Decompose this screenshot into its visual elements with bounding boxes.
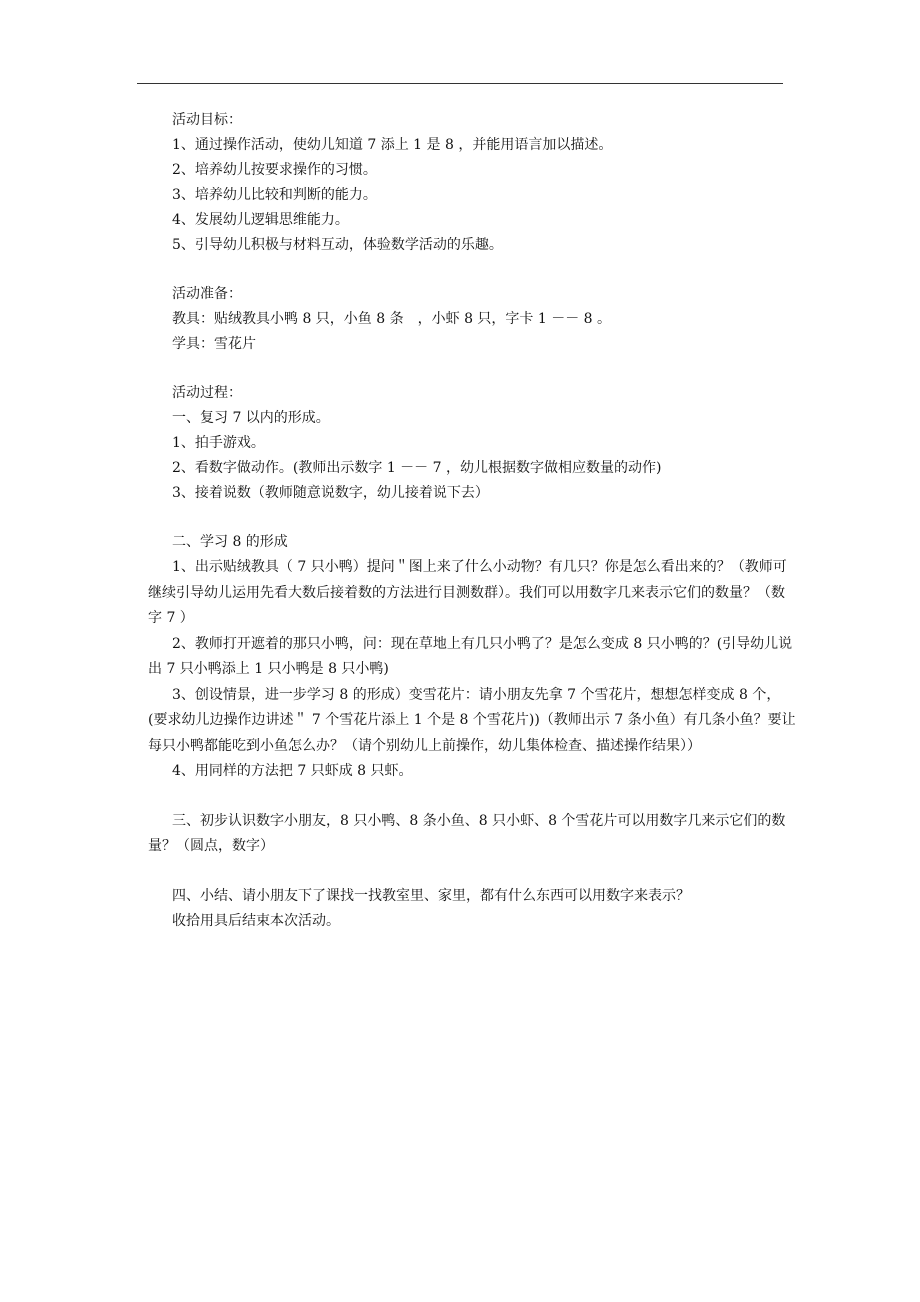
- preparation-item: 教具：贴绒教具小鸭 8 只，小鱼 8 条 ，小虾 8 只，字卡 1 －－ 8 。: [172, 311, 612, 327]
- goal-item: 2、培养幼儿按要求操作的习惯。: [172, 162, 377, 178]
- goal-item: 5、引导幼儿积极与材料互动，体验数学活动的乐趣。: [172, 237, 503, 253]
- document-body: [148, 108, 798, 934]
- section2-paragraph: 4、用同样的方法把 7 只虾成 8 只虾。: [172, 763, 413, 779]
- closing-line: 收拾用具后结束本次活动。: [172, 913, 340, 929]
- preparation-item: 学具：雪花片: [172, 336, 256, 352]
- spacer: [148, 506, 798, 530]
- section2-paragraph: 2、教师打开遮着的那只小鸭，问：现在草地上有几只小鸭了？是怎么变成 8 只小鸭的？(引导幼儿说出 7 只小鸭添上 1 只小鸭是 8 只小鸭): [148, 635, 793, 677]
- goal-item: 1、通过操作活动，使幼儿知道 7 添上 1 是 8 ，并能用语言加以描述。: [172, 137, 613, 153]
- section2-paragraph: 3、创设情景，进一步学习 8 的形成）变雪花片：请小朋友先拿 7 个雪花片，想想怎样变成 8 个，(要求幼儿边操作边讲述＂ 7 个雪花片添上 1 个是 8 个雪花片))（教师出示 7 条小鱼）有几条小鱼？要让每只小鸭都能吃到小鱼怎么办？（请个别幼儿上前操作，幼儿集体检查、描述操作结果））: [148, 686, 796, 754]
- section1-item: 3、接着说数（教师随意说数字，幼儿接着说下去）: [172, 485, 489, 501]
- spacer: [148, 860, 798, 884]
- section1-title: 一、复习 7 以内的形成。: [172, 410, 330, 426]
- section2-paragraph: 1、出示贴绒教具（ 7 只小鸭）提问＂图上来了什么小动物？有几只？你是怎么看出来的？（教师可继续引导幼儿运用先看大数后接着数的方法进行目测数群）。我们可以用数字几来表示它们的数量？（数字 7 ）: [148, 559, 787, 626]
- goals-heading: 活动目标：: [172, 112, 242, 128]
- section1-item: 1、拍手游戏。: [172, 435, 265, 451]
- section1-item: 2、看数字做动作。(教师出示数字 1 －－ 7 ，幼儿根据数字做相应数量的动作): [172, 460, 662, 476]
- section4-paragraph: 四、小结、请小朋友下了课找一找教室里、家里，都有什么东西可以用数字来表示？: [172, 887, 690, 904]
- spacer: [148, 357, 798, 381]
- section2-title: 二、学习 8 的形成: [172, 534, 288, 550]
- spacer: [148, 258, 798, 282]
- goal-item: 3、培养幼儿比较和判断的能力。: [172, 187, 377, 203]
- goal-item: 4、发展幼儿逻辑思维能力。: [172, 212, 349, 228]
- preparation-heading: 活动准备：: [172, 286, 242, 302]
- spacer: [148, 785, 798, 809]
- process-heading: 活动过程：: [172, 385, 242, 401]
- header-rule: [137, 83, 783, 84]
- section3-paragraph: 三、初步认识数字小朋友，8 只小鸭、8 条小鱼、8 只小虾、8 个雪花片可以用数字几来示它们的数量？（圆点，数字）: [148, 812, 786, 854]
